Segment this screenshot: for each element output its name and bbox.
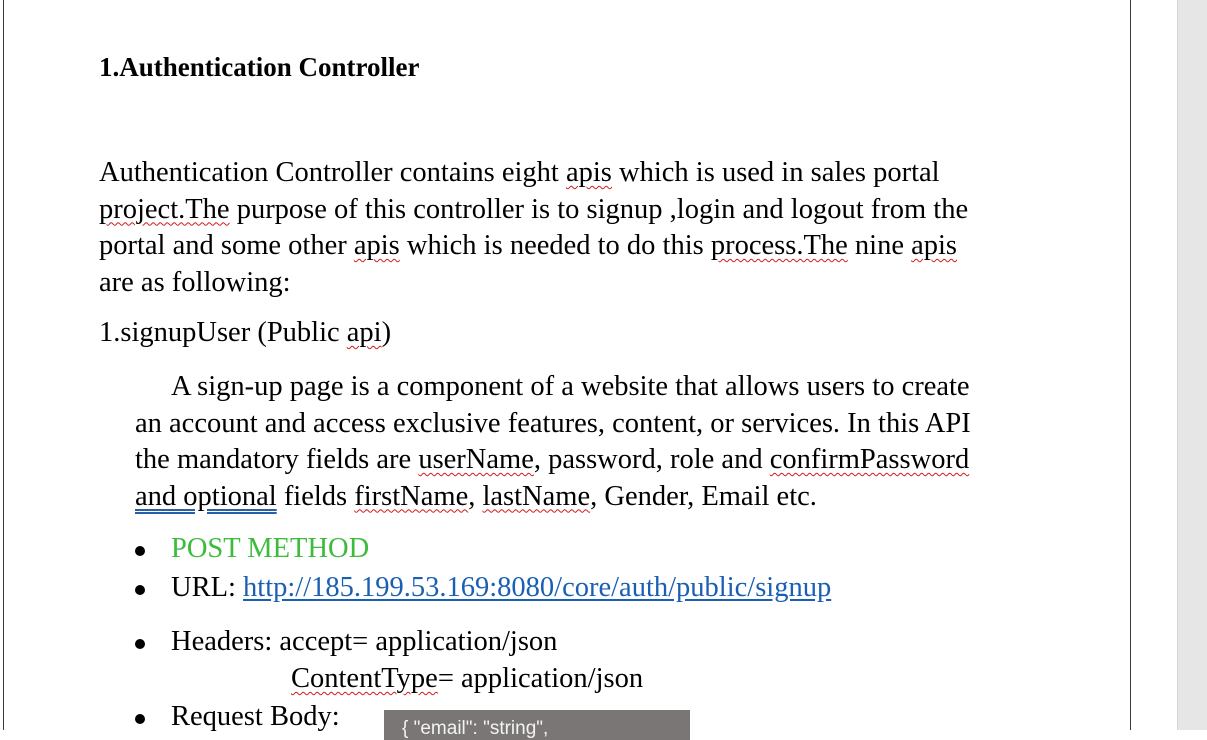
spelling-flag: project.The — [99, 193, 230, 225]
spelling-flag: api — [346, 317, 382, 348]
bullet-dot-icon — [135, 546, 145, 556]
api-description — [135, 369, 1095, 515]
description-text: the mandatory fields are — [135, 444, 419, 475]
intro-text: are as following: — [99, 266, 291, 298]
header-value: = application/json — [437, 663, 644, 694]
intro-text: Authentication Controller contains eight — [99, 157, 566, 188]
description-line — [135, 479, 1095, 516]
intro-text: which is used in sales portal — [611, 157, 940, 188]
description-line: an account and access exclusive features, content, or services. In this API — [135, 407, 971, 439]
url-label: URL: — [171, 572, 244, 603]
grammar-flag: and optional — [135, 480, 277, 512]
spelling-flag: apis — [565, 157, 612, 188]
description-line — [135, 442, 1095, 479]
bullet-dot-icon — [135, 639, 145, 649]
api-title-text: ) — [381, 317, 392, 348]
description-text: , Gender, Email etc. — [590, 480, 817, 512]
bullet-dot-icon — [135, 714, 145, 724]
spelling-flag: process.The — [710, 230, 848, 261]
description-text: , password, role and — [533, 444, 770, 475]
spelling-flag: apis — [353, 230, 400, 261]
spelling-flag: lastName — [482, 480, 591, 512]
api-item-title — [99, 317, 391, 349]
bullet-dot-icon — [135, 585, 145, 595]
intro-text: portal and some other — [99, 230, 354, 261]
content-type-header — [291, 663, 643, 695]
endpoint-link[interactable]: http://185.199.53.169:8080/core/auth/public/signup — [243, 572, 832, 603]
intro-text: which is needed to do this — [399, 230, 711, 261]
headers-line: Headers: accept= application/json — [171, 626, 558, 657]
description-text: fields — [276, 480, 355, 512]
spelling-flag: ContentType — [291, 663, 438, 694]
request-body-code: { "email": "string", — [384, 710, 690, 740]
description-text: , — [468, 480, 483, 512]
request-body-label: Request Body: — [171, 701, 340, 732]
api-title-text: 1.signupUser (Public — [99, 317, 347, 348]
section-heading: 1.Authentication Controller — [99, 52, 420, 82]
vertical-scrollbar[interactable] — [1177, 0, 1207, 730]
page-gutter — [1131, 0, 1177, 730]
url-line — [171, 572, 831, 604]
intro-paragraph — [99, 155, 1089, 301]
intro-text: nine — [847, 230, 912, 261]
description-line: A sign-up page is a component of a website that allows users to create — [171, 371, 970, 402]
spelling-flag: apis — [911, 230, 958, 261]
spelling-flag: confirmPassword — [769, 444, 970, 475]
spelling-flag: userName — [418, 444, 534, 475]
intro-text: purpose of this controller is to signup ,login and logout from the — [229, 193, 969, 225]
spelling-flag: firstName — [354, 480, 469, 512]
http-method: POST METHOD — [171, 533, 370, 564]
